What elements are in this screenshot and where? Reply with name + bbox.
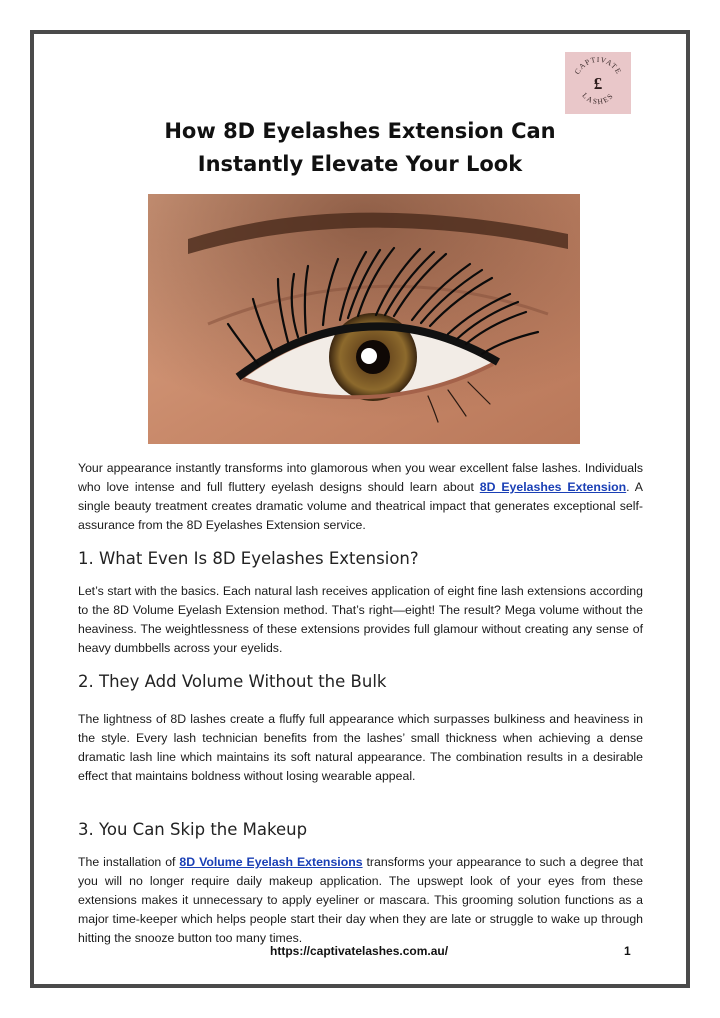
brand-logo [565, 52, 631, 114]
section-body-3 [78, 853, 643, 948]
section3-text-before: The installation of [78, 855, 180, 869]
footer-url[interactable]: https://captivatelashes.com.au/ [270, 944, 449, 958]
page-title: How 8D Eyelashes Extension Can Instantly Elevate Your Look [164, 119, 556, 176]
svg-text:LASHES: LASHES [580, 90, 616, 107]
section3-text-after: transforms your appearance to such a degree that you will no longer require daily makeup application. The upswept look of your eyes from these extensions makes it unnecessary to apply eyeliner or mascara. This grooming solution functions as a major time-keeper which helps people start their day when they are late or struggle to wake up through hitting the snooze button too many times. [78, 855, 643, 945]
link-8d-eyelashes-extension[interactable]: 8D Eyelashes Extension [479, 480, 627, 494]
intro-text-before: Your appearance instantly transforms into glamorous when you wear excellent false lashes. Individuals who love intense and full fluttery eyelash designs should learn about [78, 461, 643, 494]
page-number: 1 [624, 944, 631, 958]
section-body-2: The lightness of 8D lashes create a fluffy full appearance which surpasses bulkiness and heaviness in the style. Every lash technician benefits from the lashes’ small thickness when achieving a dense dramatic lash line which maintains its soft natural appearance. The combination results in a desirable effect that maintains boldness without losing wearable appeal. [78, 712, 643, 783]
hero-image [148, 194, 580, 444]
svg-text:CAPTIVATE: CAPTIVATE [572, 54, 624, 76]
link-8d-volume-eyelash-extensions[interactable]: 8D Volume Eyelash Extensions [179, 855, 363, 869]
intro-text-after: . A single beauty treatment creates dramatic volume and theatrical impact that generates exceptional self-assurance from the 8D Eyelashes Extension service. [78, 480, 643, 532]
intro-paragraph [78, 459, 643, 535]
section-body-1: Let’s start with the basics. Each natural lash receives application of eight fine lash extensions according to the 8D Volume Eyelash Extension method. That’s right—eight! The result? Mega volume without the heaviness. The weightlessness of these extensions provides full glamour without creating any sense of heavy dumbbells across your eyelids. [78, 584, 643, 655]
svg-text:£: £ [593, 74, 603, 93]
section-heading-2: 2. They Add Volume Without the Bulk [78, 672, 387, 691]
logo-mark [567, 52, 629, 114]
section-heading-3: 3. You Can Skip the Makeup [78, 820, 308, 839]
section-heading-1: 1. What Even Is 8D Eyelashes Extension? [78, 549, 419, 568]
